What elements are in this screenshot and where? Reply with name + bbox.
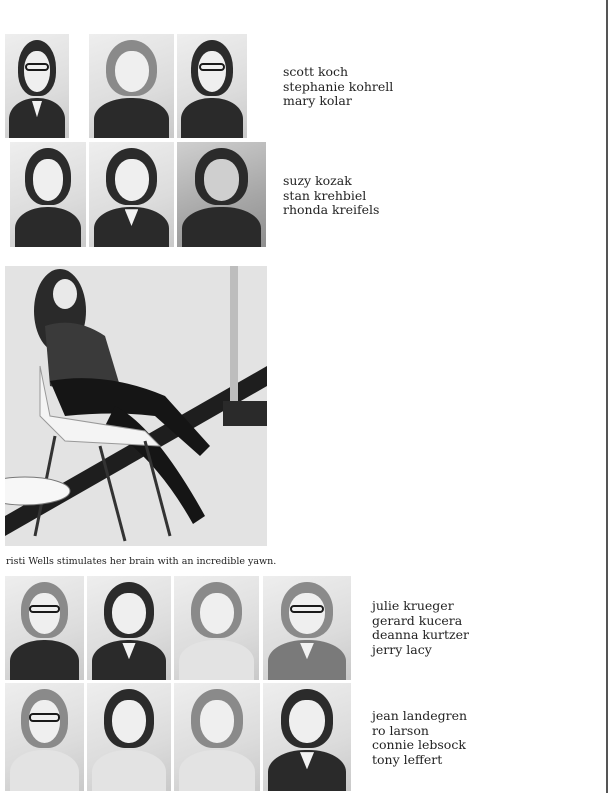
- portrait-jerry-lacy: [263, 576, 351, 680]
- portrait-suzy-kozak: [10, 142, 86, 247]
- name-list-row-3: [372, 599, 469, 657]
- portrait-rhonda-kreifels: [177, 142, 266, 247]
- portrait-deanna-kurtzer: [174, 576, 259, 680]
- name-label: connie lebsock: [372, 737, 466, 752]
- portrait-stan-krehbiel: [89, 142, 174, 247]
- name-list-row-1: [283, 65, 393, 109]
- portrait-tony-leffert: [263, 683, 351, 791]
- name-label: suzy kozak: [283, 173, 352, 188]
- photo-caption: risti Wells stimulates her brain with an incredible yawn.: [6, 556, 277, 567]
- name-label: jerry lacy: [372, 641, 432, 657]
- portrait-julie-krueger: [5, 576, 84, 680]
- name-label: stan krehbiel: [283, 187, 367, 203]
- name-list-row-2: [283, 174, 379, 218]
- name-label: deanna kurtzer: [372, 627, 469, 642]
- portrait-mary-kolar: [177, 34, 247, 138]
- page-edge: [606, 0, 608, 793]
- name-label: stephanie kohrell: [283, 78, 394, 94]
- name-label: jean landegren: [372, 708, 468, 723]
- name-label: rhonda kreifels: [283, 202, 380, 217]
- portrait-ro-larson: [87, 683, 171, 791]
- portrait-gerard-kucera: [87, 576, 171, 680]
- portrait-scott-koch: [5, 34, 69, 138]
- name-label: mary kolar: [283, 93, 352, 108]
- name-label: julie krueger: [372, 598, 454, 613]
- name-label: gerard kucera: [372, 612, 463, 628]
- candid-photo-illustration: [5, 266, 267, 546]
- name-list-row-4: [372, 709, 467, 767]
- portrait-jean-landegren: [5, 683, 84, 791]
- name-label: tony leffert: [372, 751, 443, 767]
- name-label: ro larson: [372, 722, 429, 738]
- name-label: scott koch: [283, 64, 349, 79]
- candid-photo: [5, 266, 267, 546]
- portrait-stephanie-kohrell: [89, 34, 174, 138]
- portrait-connie-lebsock: [174, 683, 260, 791]
